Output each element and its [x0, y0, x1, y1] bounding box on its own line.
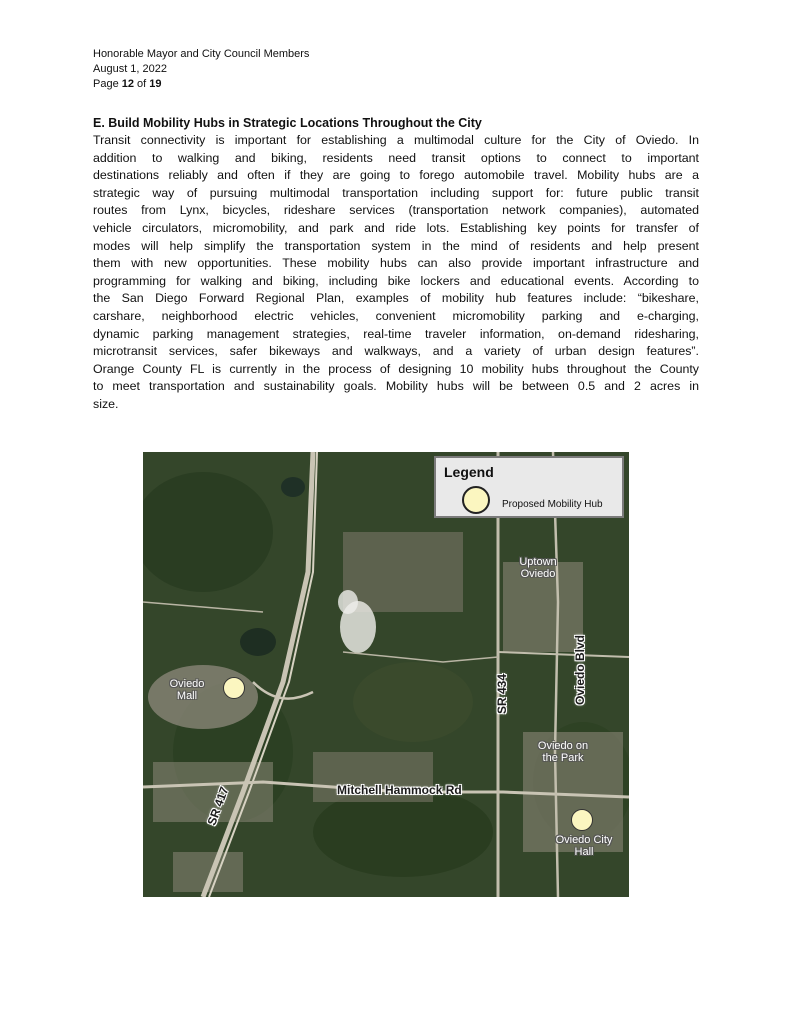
oviedo-mall-label: Oviedo Mall: [169, 678, 205, 702]
recipient-line: Honorable Mayor and City Council Members: [93, 48, 310, 60]
oviedo-on-the-park-label: Oviedo on the Park: [537, 740, 589, 764]
mobility-hub-map: [143, 452, 629, 897]
paragraph-line: to meet transportation and sustainability goals. Mobility hubs will be between 0.5 and 2 acres in: [93, 379, 699, 394]
uptown-oviedo-label: Uptown Oviedo: [519, 556, 557, 580]
paragraph-line: microtransit services, safer bikeways and walkways, and a variety of urban design features”.: [93, 344, 699, 359]
paragraph-line: programming for walking and biking, including bike lockers and educational events. According to: [93, 273, 699, 288]
paragraph-line: carshare, neighborhood electric vehicles, convenient micromobility parking and e-charging,: [93, 308, 699, 323]
oviedo-blvd-road-label: Oviedo Blvd: [573, 634, 588, 706]
legend-title: Legend: [444, 464, 494, 480]
page-current: 12: [121, 78, 134, 90]
letter-header: [93, 47, 309, 92]
oviedo-mall-hub-marker: [223, 677, 245, 699]
oviedo-city-hall-label: Oviedo City Hall: [555, 834, 613, 858]
legend-item-label: Proposed Mobility Hub: [502, 499, 603, 510]
paragraph-line: size.: [93, 396, 119, 411]
paragraph-line: dynamic parking management strategies, real-time traveler information, on-demand ridesharing,: [93, 326, 699, 341]
map-legend: [434, 456, 624, 518]
paragraph-line: them with new opportunities. These mobility hubs can also provide important infrastructure and: [93, 256, 699, 271]
paragraph-line: modes will help simplify the transportation system in the mind of residents and help present: [93, 238, 699, 253]
oviedo-city-hall-hub-marker: [571, 809, 593, 831]
sr-417-road-label: SR 417: [204, 784, 232, 828]
satellite-imagery: [143, 452, 629, 897]
section-title: E. Build Mobility Hubs in Strategic Locations Throughout the City: [93, 116, 482, 130]
sr-434-road-label: SR 434: [495, 673, 510, 715]
paragraph-line: the San Diego Forward Regional Plan, examples of mobility hub features include: “bikeshare,: [93, 291, 699, 306]
section-paragraph: [93, 132, 699, 414]
paragraph-line: strategic way of pursuing multimodal transportation including support for: future public transit: [93, 185, 699, 200]
paragraph-line: addition to walking and biking, residents need transit options to connect to important: [93, 150, 699, 165]
paragraph-line: vehicle circulators, micromobility, and park and ride lots. Establishing key points for transfer of: [93, 220, 699, 235]
paragraph-line: Orange County FL is currently in the process of designing 10 mobility hubs throughout the County: [93, 361, 699, 376]
mitchell-hammock-road-label: Mitchell Hammock Rd: [337, 783, 462, 797]
paragraph-line: Transit connectivity is important for establishing a multimodal culture for the City of Oviedo. In: [93, 133, 699, 147]
paragraph-line: routes from Lynx, bicycles, rideshare services (transportation network companies), automated: [93, 203, 699, 218]
page-total: 19: [149, 78, 162, 90]
paragraph-line: destinations reliably and often if they are going to forego automobile travel. Mobility hubs are a: [93, 168, 699, 183]
date-line: August 1, 2022: [93, 63, 168, 75]
legend-hub-marker-icon: [462, 486, 490, 514]
page-number-line: Page 12 of 19: [93, 78, 162, 90]
